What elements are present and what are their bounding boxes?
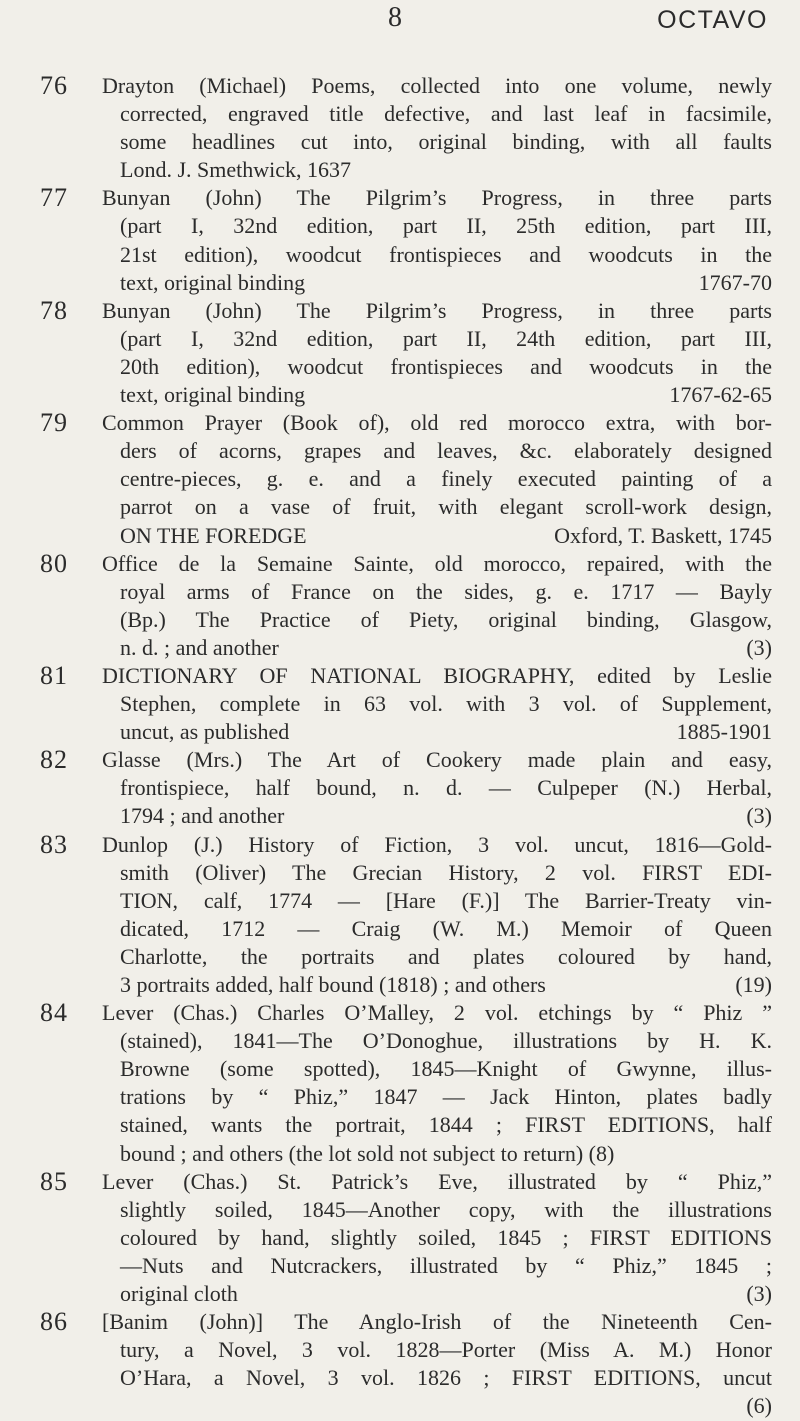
page-number: 8 (388, 2, 403, 33)
lot-line-text: text, original binding (120, 382, 306, 408)
lot-number: 81 (40, 660, 68, 690)
lot-line-trailer: (19) (735, 972, 772, 997)
lot-entry (0, 1168, 800, 1308)
lot-line: Lever (Chas.) St. Patrick’s Eve, illustrated by “ Phiz,” (102, 1168, 772, 1194)
lot-line (120, 718, 772, 746)
lot-line-trailer: 1767-70 (698, 269, 772, 295)
lot-line: DICTIONARY OF NATIONAL BIOGRAPHY, edited by Leslie (102, 662, 772, 688)
lot-entry (0, 662, 800, 746)
lot-line (120, 971, 772, 999)
lot-line (120, 1280, 772, 1308)
lot-number: 80 (40, 548, 68, 578)
lot-line: dicated, 1712 — Craig (W. M.) Memoir of Queen (120, 915, 772, 941)
lot-line-text: uncut, as published (120, 719, 290, 745)
lot-line: Dunlop (J.) History of Fiction, 3 vol. uncut, 1816—Gold- (102, 831, 772, 857)
lot-line: Bunyan (John) The Pilgrim’s Progress, in three parts (102, 185, 772, 211)
lot-number: 76 (40, 71, 68, 100)
lot-number: 78 (40, 295, 68, 325)
lot-line: Browne (some spotted), 1845—Knight of Gwynne, illus- (120, 1056, 772, 1082)
lot-line-text: 1794 ; and another (120, 803, 285, 829)
lot-line: trations by “ Phiz,” 1847 — Jack Hinton, plates badly (120, 1084, 772, 1110)
lot-line-trailer: (3) (746, 634, 772, 660)
lot-line (120, 522, 772, 550)
lot-line: 20th edition), woodcut frontispieces and woodcuts in the (120, 353, 772, 379)
lot-line: (stained), 1841—The O’Donoghue, illustrations by H. K. (120, 1028, 772, 1054)
lot-line-text: n. d. ; and another (120, 634, 279, 660)
lot-line-trailer: 1885-1901 (676, 719, 772, 745)
lot-line-trailer: 1767-62-65 (669, 382, 772, 408)
lot-line-trailer: Oxford, T. Baskett, 1745 (554, 522, 772, 548)
lot-line: tury, a Novel, 3 vol. 1828—Porter (Miss A. M.) Honor (120, 1337, 772, 1363)
running-title: OCTAVO (657, 6, 768, 34)
lot-line: coloured by hand, slightly soiled, 1845 ; FIRST EDITIONS (120, 1224, 772, 1250)
lot-line: stained, wants the portrait, 1844 ; FIRST EDITIONS, half (120, 1112, 772, 1138)
lot-number: 86 (40, 1307, 68, 1337)
lot-line: royal arms of France on the sides, g. e. 1717 — Bayly (120, 578, 772, 604)
lot-line-text: ON THE FOREDGE (120, 522, 307, 548)
lot-line: Glasse (Mrs.) The Art of Cookery made plain and easy, (102, 747, 772, 773)
lot-entry (0, 72, 800, 184)
lot-number: 85 (40, 1166, 68, 1196)
lot-number: 79 (40, 408, 68, 438)
lot-line: —Nuts and Nutcrackers, illustrated by “ Phiz,” 1845 ; (120, 1252, 772, 1278)
lot-line-text: 3 portraits added, half bound (1818) ; and others (120, 972, 546, 997)
lot-line (120, 634, 772, 662)
lot-line: bound ; and others (the lot sold not subject to return) (8) (120, 1140, 615, 1166)
lot-line-trailer: (3) (746, 803, 772, 829)
lot-list (0, 72, 800, 1421)
lot-entry (0, 550, 800, 662)
lot-line: parrot on a vase of fruit, with elegant scroll-work design, (120, 494, 772, 520)
lot-number: 84 (40, 998, 68, 1028)
lot-line: ders of acorns, grapes and leaves, &c. elaborately designed (120, 438, 772, 464)
lot-line-trailer: (3) (746, 1281, 772, 1307)
lot-number: 82 (40, 745, 68, 775)
lot-line-text: original cloth (120, 1281, 238, 1307)
lot-line: smith (Oliver) The Grecian History, 2 vol. FIRST EDI- (120, 859, 772, 885)
lot-line: Office de la Semaine Sainte, old morocco, repaired, with the (102, 550, 772, 576)
lot-entry (0, 831, 800, 1000)
lot-line (120, 269, 772, 297)
lot-entry (0, 184, 800, 296)
lot-entry (0, 297, 800, 409)
lot-line: slightly soiled, 1845—Another copy, with the illustrations (120, 1196, 772, 1222)
lot-entry (0, 1308, 800, 1420)
lot-line: Lond. J. Smethwick, 1637 (120, 157, 351, 183)
lot-line (120, 802, 772, 830)
lot-line: O’Hara, a Novel, 3 vol. 1826 ; FIRST EDITIONS, uncut (120, 1365, 772, 1391)
lot-line: TION, calf, 1774 — [Hare (F.)] The Barrier-Treaty vin- (120, 887, 772, 913)
lot-line: Common Prayer (Book of), old red morocco extra, with bor- (102, 410, 772, 436)
lot-line: Drayton (Michael) Poems, collected into one volume, newly (102, 73, 772, 98)
lot-line: centre-pieces, g. e. and a finely executed painting of a (120, 466, 772, 492)
lot-line: (part I, 32nd edition, part II, 24th edition, part III, (120, 325, 772, 351)
lot-line: [Banim (John)] The Anglo-Irish of the Nineteenth Cen- (102, 1309, 772, 1335)
lot-number: 77 (40, 183, 68, 213)
lot-line: corrected, engraved title defective, and last leaf in facsimile, (120, 101, 772, 127)
lot-line: (part I, 32nd edition, part II, 25th edition, part III, (120, 213, 772, 239)
lot-line: 21st edition), woodcut frontispieces and woodcuts in the (120, 241, 772, 267)
lot-entry (0, 999, 800, 1168)
lot-number: 83 (40, 829, 68, 859)
lot-line: Bunyan (John) The Pilgrim’s Progress, in three parts (102, 297, 772, 323)
lot-line: frontispiece, half bound, n. d. — Culpeper (N.) Herbal, (120, 775, 772, 801)
lot-line: Lever (Chas.) Charles O’Malley, 2 vol. etchings by “ Phiz ” (102, 1000, 772, 1026)
lot-line: some headlines cut into, original binding, with all faults (120, 129, 772, 155)
lot-line: Charlotte, the portraits and plates coloured by hand, (120, 943, 772, 969)
page-header (0, 0, 800, 60)
lot-line: Stephen, complete in 63 vol. with 3 vol. of Supplement, (120, 691, 772, 717)
lot-line: (6) (746, 1393, 772, 1419)
lot-entry (0, 409, 800, 549)
lot-entry (0, 746, 800, 830)
lot-line: (Bp.) The Practice of Piety, original binding, Glasgow, (120, 606, 772, 632)
lot-line-text: text, original binding (120, 269, 306, 295)
lot-line (120, 381, 772, 409)
